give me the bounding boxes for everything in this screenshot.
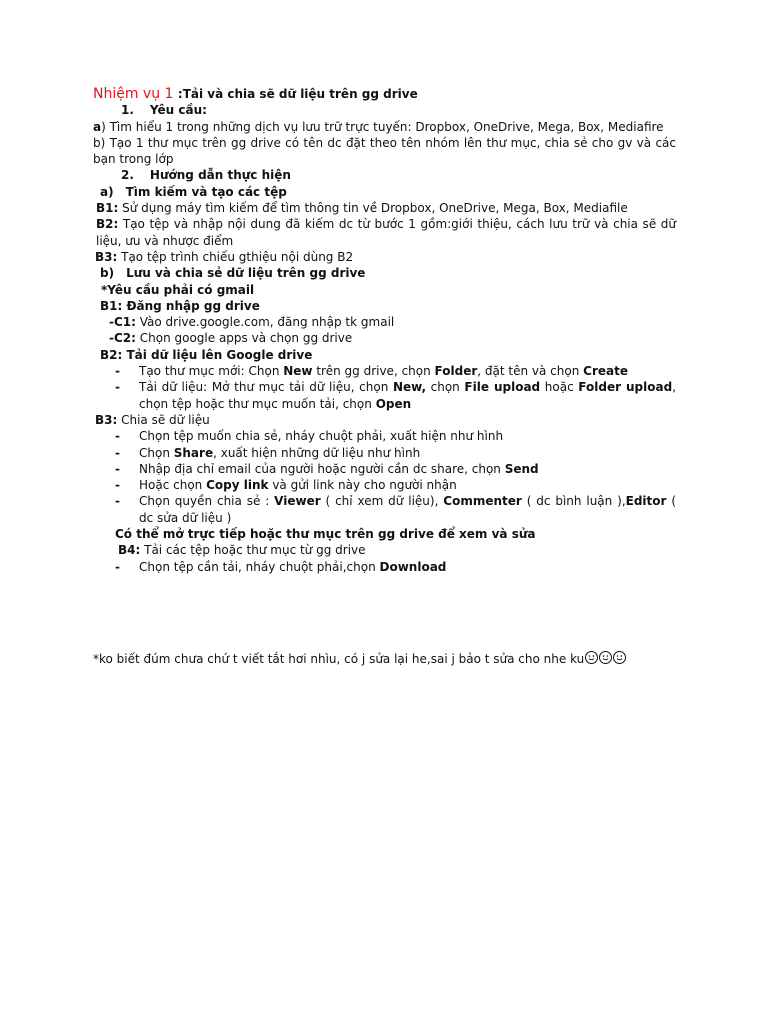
text-run-bold: Send	[504, 461, 539, 476]
requirement-a-text: ) Tìm hiểu 1 trong những dịch vụ lưu trữ trực tuyến: Dropbox, OneDrive, Mega, Box, Mediafire	[101, 119, 664, 134]
section-1-heading	[93, 102, 676, 118]
step-a-b3-text: Tạo tệp trình chiếu gthiệu nội dùng B2	[117, 249, 354, 264]
text-run: ( dc sửa dữ liệu )	[139, 494, 677, 525]
text-run: ( chỉ xem dữ liệu),	[320, 494, 444, 509]
step-a-b3	[93, 249, 676, 265]
text-run-bold: Share	[173, 445, 214, 460]
step-a-b1	[93, 200, 676, 216]
text-run-bold: New,	[392, 380, 426, 395]
text-run: Chọn tệp cần tải, nháy chuột phải,chọn	[139, 559, 380, 574]
text-run-bold: Download	[379, 559, 447, 574]
option-c1	[93, 314, 676, 330]
text-run-bold: New	[283, 364, 313, 379]
text-run: ( dc bình luận ),	[521, 494, 626, 509]
step-a-b3-label: B3:	[95, 249, 118, 264]
bullet-dash: -	[115, 478, 120, 493]
text-run: trên gg drive, chọn	[312, 364, 435, 379]
text-run: hoặc	[540, 380, 579, 395]
blank-space	[93, 575, 676, 651]
option-c1-label: -C1:	[109, 315, 136, 330]
list-item	[93, 428, 676, 444]
open-edit-note-text: Có thể mở trực tiếp hoặc thư mục trên gg drive để xem và sửa	[115, 527, 536, 542]
step-a-b1-label: B1:	[96, 201, 119, 216]
gmail-requirement	[93, 282, 676, 298]
bullet-dash: -	[115, 494, 120, 509]
bullet-dash: -	[115, 559, 120, 574]
option-c2-label: -C2:	[109, 331, 136, 346]
option-c1-text: Vào drive.google.com, đăng nhập tk gmail	[135, 315, 395, 330]
smiley-icon	[599, 651, 612, 664]
step-b-b4-label: B4:	[118, 543, 141, 558]
text-run-bold: Editor	[625, 494, 667, 509]
text-run: Tải dữ liệu: Mở thư mục tải dữ liệu, chọn	[139, 380, 393, 395]
document-page	[93, 86, 676, 667]
document-title	[93, 86, 676, 102]
subsection-a-heading	[93, 184, 676, 200]
section-1-number: 1.	[121, 103, 134, 118]
text-run: Nhập địa chỉ email của người hoặc người cần dc share, chọn	[139, 461, 505, 476]
bullet-dash: -	[115, 429, 120, 444]
text-run: , đặt tên và chọn	[477, 364, 584, 379]
text-run-bold: Folder	[434, 364, 478, 379]
list-item	[93, 379, 676, 412]
text-run: và gửi link này cho người nhận	[268, 478, 457, 493]
section-2-heading	[93, 167, 676, 183]
requirement-a	[93, 119, 676, 135]
bullet-dash: -	[115, 445, 120, 460]
requirement-b: b) Tạo 1 thư mục trên gg drive có tên dc đặt theo tên nhóm lên thư mục, chia sẻ cho gv và các bạn trong lớp	[93, 135, 676, 167]
requirement-a-label: a	[93, 119, 102, 134]
list-item	[93, 363, 676, 379]
list-item	[93, 461, 676, 477]
subsection-b-label: b)	[100, 266, 115, 281]
text-run: , chọn tệp hoặc thư mục muốn tải, chọn	[139, 380, 677, 411]
subsection-a-text: Tìm kiếm và tạo các tệp	[125, 184, 287, 199]
open-edit-note	[93, 526, 676, 542]
step-b-b2	[93, 347, 676, 363]
step-b-b2-text: B2: Tải dữ liệu lên Google drive	[100, 347, 313, 362]
text-run-bold: File upload	[464, 380, 541, 395]
bullet-dash: -	[115, 461, 120, 476]
subsection-a-label: a)	[100, 184, 114, 199]
option-c2-text: Chọn google apps và chọn gg drive	[135, 331, 353, 346]
step-b-b1	[93, 298, 676, 314]
step-b-b3-text: Chia sẽ dữ liệu	[117, 412, 210, 427]
text-run: chọn	[426, 380, 465, 395]
section-1-label: Yêu cầu:	[149, 103, 207, 118]
text-run: Chọn tệp muốn chia sẻ, nháy chuột phải, xuất hiện như hình	[139, 429, 504, 444]
list-item	[93, 559, 676, 575]
list-item	[93, 477, 676, 493]
text-run-bold: Commenter	[443, 494, 522, 509]
list-item	[93, 493, 676, 526]
subsection-b-heading	[93, 265, 676, 281]
option-c2	[93, 330, 676, 346]
step-b-b4-text: Tải các tệp hoặc thư mục từ gg drive	[140, 543, 366, 558]
step-b-b3-label: B3:	[95, 412, 118, 427]
text-run-bold: Create	[583, 364, 628, 379]
step-b-b1-text: B1: Đăng nhập gg drive	[100, 298, 260, 313]
bullet-dash: -	[115, 364, 120, 379]
text-run-bold: Copy link	[206, 478, 269, 493]
step-a-b2-label: B2:	[96, 217, 119, 232]
list-item	[93, 445, 676, 461]
text-run-bold: Open	[375, 396, 412, 411]
text-run-bold: Viewer	[274, 494, 321, 509]
step-a-b1-text: Sử dụng máy tìm kiếm để tìm thông tin về Dropbox, OneDrive, Mega, Box, Mediafile	[118, 201, 628, 216]
footnote-text: *ko biết đúm chưa chứ t viết tắt hơi nhìu, có j sửa lại he,sai j bảo t sửa cho nhe ku	[93, 651, 585, 666]
text-run: Chọn	[139, 445, 174, 460]
text-run: Tạo thư mục mới: Chọn	[139, 364, 284, 379]
text-run: Chọn quyền chia sẻ :	[139, 494, 275, 509]
text-run-bold: Folder upload	[578, 380, 673, 395]
step-b-b4	[93, 542, 676, 558]
text-run: , xuất hiện những dữ liệu như hình	[213, 445, 421, 460]
text-run: Hoặc chọn	[139, 478, 207, 493]
footnote	[93, 651, 676, 667]
title-task-number: Nhiệm vụ 1	[93, 86, 178, 102]
step-a-b2-text: Tạo tệp và nhập nội dung đã kiếm dc từ bước 1 gồm:giới thiệu, cách lưu trữ và chia sẽ dữ liệu, ưu và nhược điểm	[96, 217, 676, 248]
step-b-b3	[93, 412, 676, 428]
smiley-icon	[585, 651, 598, 664]
gmail-requirement-text: *Yêu cầu phải có gmail	[101, 282, 255, 297]
section-2-label: Hướng dẫn thực hiện	[149, 168, 291, 183]
smiley-icon	[613, 651, 626, 664]
subsection-b-text: Lưu và chia sẻ dữ liệu trên gg drive	[126, 266, 366, 281]
step-a-b2	[93, 216, 676, 249]
title-task-description: :Tải và chia sẽ dữ liệu trên gg drive	[177, 87, 418, 101]
bullet-dash: -	[115, 380, 120, 395]
section-2-number: 2.	[121, 168, 134, 183]
